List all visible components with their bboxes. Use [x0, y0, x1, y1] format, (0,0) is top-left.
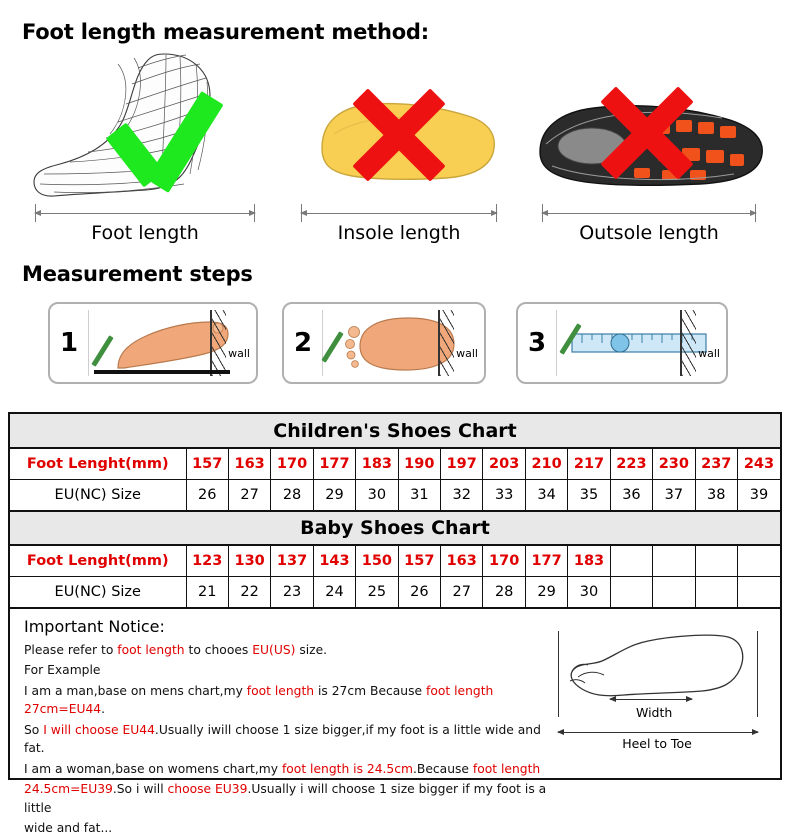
cell: 30 — [356, 480, 398, 511]
cell: 27 — [228, 480, 270, 511]
cell: 33 — [483, 480, 525, 511]
foot-dimension-diagram — [552, 631, 762, 751]
cell: 203 — [483, 449, 525, 480]
wall-label: wall — [228, 347, 250, 360]
cell: 26 — [186, 480, 228, 511]
table-row — [10, 449, 780, 480]
cell: 22 — [228, 577, 270, 608]
important-notice — [10, 608, 780, 835]
step-card-1 — [48, 302, 258, 384]
cell: 183 — [356, 449, 398, 480]
cell: 23 — [271, 577, 313, 608]
check-mark-icon — [106, 96, 226, 191]
cell: 157 — [186, 449, 228, 480]
panel-caption-insole-length: Insole length — [337, 222, 461, 244]
cell: 38 — [695, 480, 737, 511]
notice-line-3 — [24, 682, 554, 719]
notice-text: So — [24, 722, 44, 737]
notice-line-7: wide and fat... — [24, 820, 113, 835]
notice-text: I am a man,base on mens chart,my — [24, 683, 247, 698]
step-number-1: 1 — [60, 328, 79, 358]
wall-label: wall — [456, 347, 478, 360]
heel-to-toe-dimension-line — [558, 732, 758, 733]
cell: 190 — [398, 449, 440, 480]
notice-line-6 — [24, 780, 554, 817]
notice-text: .Usually iwill choose 1 size bigger,if my foot is a little wide and fat. — [24, 722, 541, 756]
step-number-2: 2 — [294, 328, 313, 358]
step-number-3: 3 — [528, 328, 547, 358]
width-dimension-line — [610, 699, 692, 700]
cell: 243 — [737, 449, 780, 480]
cell: 157 — [398, 546, 440, 577]
cell: 177 — [313, 449, 355, 480]
cell-empty — [610, 546, 652, 577]
width-label: Width — [636, 705, 673, 720]
cell: 137 — [271, 546, 313, 577]
panel-caption-foot-length: Foot length — [91, 222, 199, 244]
children-chart-title: Children's Shoes Chart — [10, 414, 780, 448]
cell: 123 — [186, 546, 228, 577]
cell: 25 — [356, 577, 398, 608]
table-row — [10, 546, 780, 577]
cell: 21 — [186, 577, 228, 608]
cell-empty — [653, 546, 695, 577]
cell: 163 — [441, 546, 483, 577]
size-chart-box — [8, 412, 782, 835]
wall-hatch — [210, 310, 226, 376]
cell: 24 — [313, 577, 355, 608]
row-label-foot-length: Foot Lenght(mm) — [10, 449, 186, 480]
floor-line — [94, 370, 230, 374]
dimension-guide-left — [558, 631, 559, 717]
baby-shoes-table — [10, 545, 780, 608]
measure-arrow-line — [35, 213, 255, 214]
notice-highlight: foot length is 24.5cm — [281, 761, 414, 776]
cell: 28 — [271, 480, 313, 511]
cell-empty — [737, 577, 780, 608]
cell: 28 — [483, 577, 525, 608]
wall-hatch — [438, 310, 454, 376]
cell: 30 — [568, 577, 610, 608]
cell-empty — [653, 577, 695, 608]
cell: 217 — [568, 449, 610, 480]
panel-outsole-length — [522, 48, 776, 244]
cell: 177 — [525, 546, 567, 577]
notice-highlight: foot length 27cm=EU44 — [24, 683, 494, 717]
notice-text: I am a woman,base on womens chart,my — [24, 761, 282, 776]
notice-highlight: choose EU39 — [167, 782, 248, 797]
notice-highlight: EU(US) — [252, 643, 296, 657]
notice-text: is 27cm Because — [314, 683, 426, 698]
cell: 210 — [525, 449, 567, 480]
measure-arrow-line — [301, 213, 498, 214]
step-divider — [322, 310, 323, 376]
notice-text: Please refer to — [24, 643, 118, 657]
notice-highlight: foot length — [472, 761, 541, 776]
cell-empty — [737, 546, 780, 577]
heel-to-toe-label: Heel to Toe — [622, 736, 692, 751]
wall-hatch — [680, 310, 696, 376]
table-row — [10, 480, 780, 511]
cell-empty — [695, 577, 737, 608]
cross-mark-icon — [344, 80, 454, 190]
table-row — [10, 577, 780, 608]
cell: 197 — [441, 449, 483, 480]
measure-arrow-line — [542, 213, 755, 214]
cell: 29 — [313, 480, 355, 511]
notice-text: . — [101, 702, 106, 717]
cell: 36 — [610, 480, 652, 511]
row-label-foot-length: Foot Lenght(mm) — [10, 546, 186, 577]
page-title-measurement-steps: Measurement steps — [22, 262, 253, 286]
step-card-3 — [516, 302, 728, 384]
row-label-eu-size: EU(NC) Size — [10, 577, 186, 608]
notice-line-2: For Example — [24, 663, 101, 678]
step-divider — [556, 310, 557, 376]
children-shoes-table — [10, 448, 780, 511]
notice-line-5 — [24, 760, 554, 778]
cell: 32 — [441, 480, 483, 511]
notice-line-4 — [24, 721, 554, 758]
cell: 35 — [568, 480, 610, 511]
cell: 230 — [653, 449, 695, 480]
baby-chart-title: Baby Shoes Chart — [10, 511, 780, 545]
notice-highlight: 24.5cm=EU39 — [24, 782, 113, 797]
notice-line-1 — [24, 641, 554, 659]
page-title-foot-method: Foot length measurement method: — [22, 20, 429, 44]
notice-highlight: I will choose EU44 — [43, 722, 155, 737]
cell: 170 — [271, 449, 313, 480]
panel-caption-outsole-length: Outsole length — [579, 222, 719, 244]
cell: 26 — [398, 577, 440, 608]
notice-text: .So i will — [112, 782, 168, 797]
notice-highlight: foot length — [246, 683, 315, 698]
cell: 31 — [398, 480, 440, 511]
dimension-guide-right — [757, 631, 758, 717]
cell: 223 — [610, 449, 652, 480]
notice-text: to chooes — [184, 643, 253, 657]
notice-text: size. — [295, 643, 328, 657]
cell: 29 — [525, 577, 567, 608]
cell: 27 — [441, 577, 483, 608]
notice-heading: Important Notice: — [24, 617, 165, 636]
cell: 170 — [483, 546, 525, 577]
cell: 37 — [653, 480, 695, 511]
panel-insole-length — [282, 48, 516, 244]
cross-mark-icon — [592, 78, 702, 188]
notice-text: .Usually i will choose 1 size bigger if my foot is a little — [24, 782, 547, 815]
notice-text: .Because — [413, 761, 473, 776]
ruler-icon — [562, 308, 722, 378]
row-label-eu-size: EU(NC) Size — [10, 480, 186, 511]
cell: 39 — [737, 480, 780, 511]
step-card-2 — [282, 302, 486, 384]
cell: 237 — [695, 449, 737, 480]
cell: 183 — [568, 546, 610, 577]
notice-highlight: foot length — [117, 643, 185, 657]
cell: 150 — [356, 546, 398, 577]
wall-label: wall — [698, 347, 720, 360]
cell: 34 — [525, 480, 567, 511]
cell-empty — [695, 546, 737, 577]
step-divider — [88, 310, 89, 376]
cell: 130 — [228, 546, 270, 577]
cell: 163 — [228, 449, 270, 480]
panel-foot-length — [14, 48, 276, 244]
cell: 143 — [313, 546, 355, 577]
cell-empty — [610, 577, 652, 608]
